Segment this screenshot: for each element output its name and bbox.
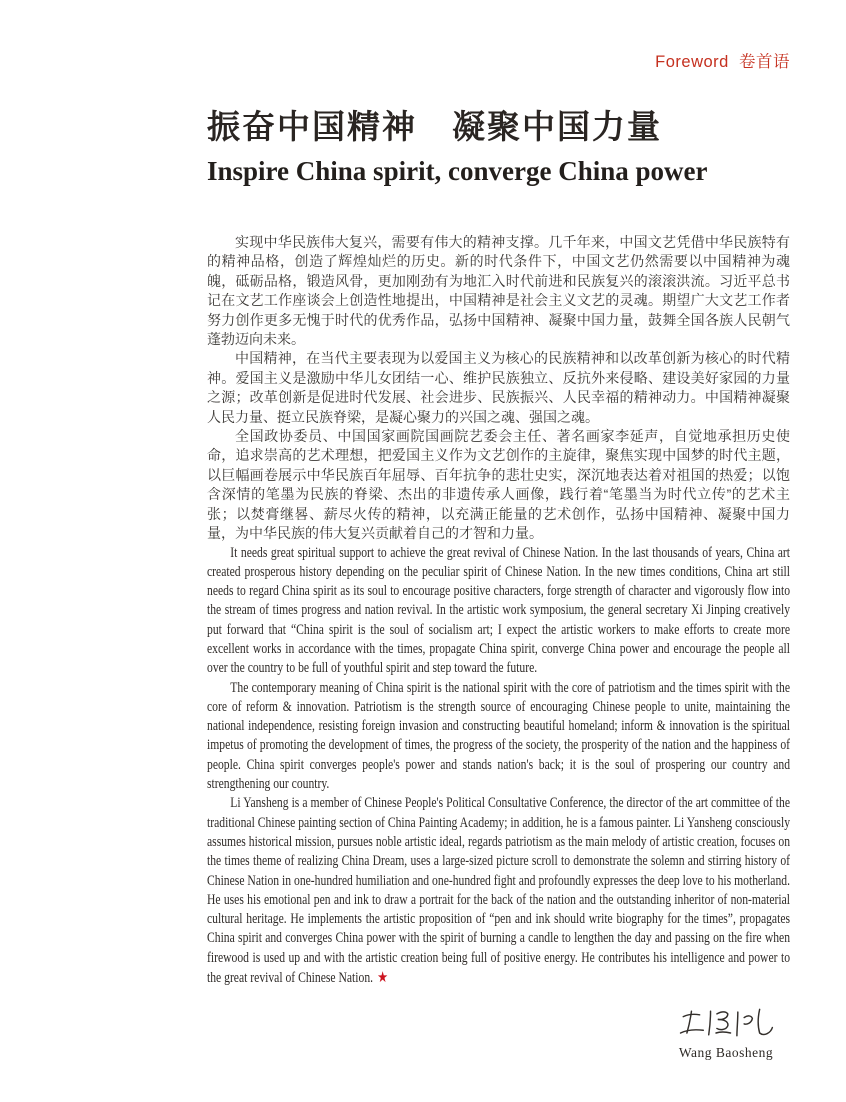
chinese-paragraph-1: 实现中华民族伟大复兴，需要有伟大的精神支撑。几千年来，中国文艺凭借中华民族特有的精神品格，创造了辉煌灿烂的历史。新的时代条件下，中国文艺仍然需要以中国精神为魂魄，砥砺品格，锻造风骨，更加刚劲有为地汇入时代前进和民族复兴的滚滚洪流。习近平总书记在文艺工作座谈会上创造性地提出，中国精神是社会主义文艺的灵魂。期望广大文艺工作者努力创作更多无愧于时代的优秀作品，弘扬中国精神、凝聚中国力量，鼓舞全国各族人民朝气蓬勃迈向未来。 bbox=[207, 234, 790, 348]
page-title-chinese: 振奋中国精神 凝聚中国力量 bbox=[207, 110, 662, 146]
english-paragraph-3 bbox=[207, 794, 790, 988]
handwritten-signature-icon bbox=[676, 1004, 776, 1042]
chinese-paragraph-3: 全国政协委员、中国国家画院国画院艺委会主任、著名画家李延声，自觉地承担历史使命，追求崇高的艺术理想，把爱国主义作为文艺创作的主旋律，聚焦实现中国梦的时代主题，以巨幅画卷展示中华民族百年屈辱、百年抗争的悲壮史实，深沉地表达着对祖国的热爱；以饱含深情的笔墨为民族的脊梁、杰出的非遗传承人画像，践行着“笔墨当为时代立传”的艺术主张；以焚膏继晷、薪尽火传的精神，以充满正能量的艺术创作，弘扬中国精神、凝聚中国力量，为中华民族的伟大复兴贡献着自己的才智和力量。 bbox=[207, 428, 790, 542]
body-text-block bbox=[207, 233, 790, 988]
foreword-header-label: Foreword 卷首语 bbox=[655, 53, 790, 71]
english-paragraph-3-text: Li Yansheng is a member of Chinese People's Political Consultative Conference, the director of the art committee of the traditional Chinese painting section of China Painting Academy; in addition, he is a famous painter. Li Yansheng consciously assumes historical mission, pursues noble artistic ideal, regards patriotism as the main melody of artistic creation, focuses on the times theme of realizing China Dream, uses a large-sized picture scroll to demonstrate the solemn and stirring history of Chinese Nation in one-hundred humiliation and one-hundred fight and profoundly expresses the deep love to his motherland. He uses his emotional pen and ink to draw a portrait for the back of the nation and the outstanding inheritor of non-material cultural heritage. He implements the artistic proposition of “pen and ink should write biography for the times”, propagates China spirit and converges China power with the spirit of burning a candle to lengthen the day and passing on the fire when firewood is used up and with the artistic creation being full of positive energy. He contributes his intelligence and power to the great revival of Chinese Nation. bbox=[207, 795, 791, 987]
chinese-paragraph-2: 中国精神，在当代主要表现为以爱国主义为核心的民族精神和以改革创新为核心的时代精神。爱国主义是激励中华儿女团结一心、维护民族独立、反抗外来侵略、建设美好家园的力量之源；改革创新是促进时代发展、社会进步、民族振兴、人民幸福的精神动力。中国精神凝聚人民力量、挺立民族脊梁，是凝心聚力的兴国之魂、强国之魂。 bbox=[207, 350, 790, 425]
signature-printed-name: Wang Baosheng bbox=[678, 1045, 774, 1061]
english-paragraph-1: It needs great spiritual support to achieve the great revival of Chinese Nation. In the last thousands of years, China art created prosperous history depending on the peculiar spirit of Chinese Nation. In the new times conditions, China art still needs to regard China spirit as its soul to encourage positive characters, forge strength of character and vigorously flow into the stream of times progress and nation revival. In the artistic work symposium, the general secretary Xi Jinping creatively put forward that “China spirit is the soul of socialism art; I expect the artistic workers to make efforts to create more excellent works in accordance with the times, propagate China spirit, converge China power and encourage the people all over the country to be full of youthful spirit and step toward the future. bbox=[207, 544, 791, 677]
red-star-icon: ★ bbox=[377, 968, 389, 987]
english-paragraph-2: The contemporary meaning of China spirit is the national spirit with the core of patriotism and the times spirit with the core of reform & innovation. Patriotism is the strength source of encouraging Chinese people to unite, maintaining the national independence, resisting foreign invasion and constructing beautiful homeland; inform & innovation is the spiritual impetus of promoting the development of times, the progress of the society, the prosperity of the nation and the happiness of people. China spirit converges people's power and stands nation's back; it is the soul of prospering our country and strengthening our country. bbox=[207, 679, 791, 793]
signature-block bbox=[676, 1004, 776, 1061]
english-paragraphs-wrap bbox=[207, 544, 790, 989]
content-column bbox=[207, 0, 790, 1061]
page-title-english: Inspire China spirit, converge China power bbox=[207, 156, 708, 186]
